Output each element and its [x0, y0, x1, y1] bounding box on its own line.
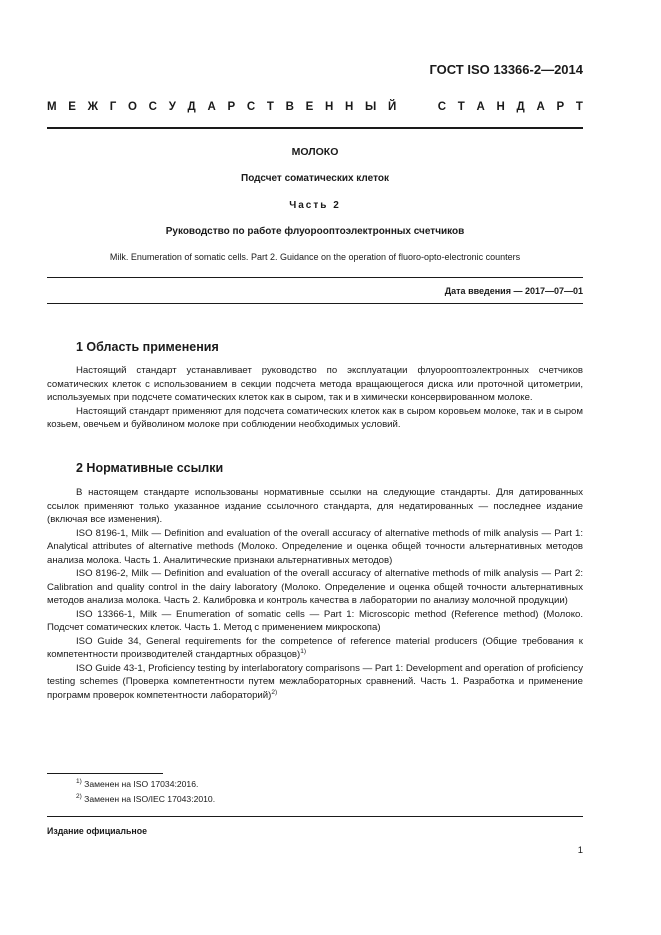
footnote-rule: [47, 773, 163, 774]
title-subtitle: Подсчет соматических клеток: [241, 173, 389, 184]
page-number: 1: [577, 845, 583, 856]
interstate-letter: С: [246, 101, 256, 113]
header-rule: [47, 127, 583, 129]
interstate-letter: Е: [68, 101, 76, 113]
section-1-heading: 1 Область применения: [76, 340, 219, 354]
interstate-letter: Й: [387, 101, 397, 113]
interstate-letter: С: [437, 101, 447, 113]
section-2-heading: 2 Нормативные ссылки: [76, 461, 224, 475]
introduction-date: Дата введения — 2017—07—01: [444, 286, 583, 296]
interstate-letter: Г: [109, 101, 117, 113]
footnote-1-mark: 1): [76, 778, 82, 786]
section-1-body: [47, 364, 583, 432]
interstate-letter: М: [47, 101, 57, 113]
intro-date-rule: [47, 303, 583, 304]
interstate-letter: Н: [496, 101, 505, 113]
interstate-letter: Т: [457, 101, 465, 113]
interstate-letter: Ы: [365, 101, 377, 113]
footnote-2: [76, 794, 215, 804]
title-main: МОЛОКО: [291, 146, 339, 158]
footnote-2-mark: 2): [76, 793, 82, 801]
section-2-paragraph-1: В настоящем стандарте использованы нормативные ссылки на следующие стандарты. Для датированных ссылок применяют только указанное издание ссылочного стандарта, для недатированных — последнее издание (включая все изменения).: [47, 487, 583, 525]
interstate-letter: С: [148, 101, 157, 113]
interstate-letter: Е: [305, 101, 314, 113]
interstate-letter: Т: [266, 101, 274, 113]
official-edition-label: Издание официальное: [47, 826, 147, 836]
interstate-letter: Д: [187, 101, 196, 113]
interstate-letter: А: [207, 101, 216, 113]
reference-iso-8196-2: ISO 8196-2, Milk — Definition and evaluation of the overall accuracy of alternative methods of milk analysis — Part 2: Calibration and quality control in the dairy laboratory (Молоко. Определение и оценка общей точности альтернативных методов анализа молока. Часть 2. Калибровка и контроль качества в лаборатории по анализу молочной продукции): [47, 568, 583, 606]
title-rule: [47, 277, 583, 278]
interstate-standard-banner: [47, 101, 583, 113]
footer-rule: [47, 816, 583, 817]
reference-iso-guide-34-text: ISO Guide 34, General requirements for the competence of reference material producers (Общие требования к компетентности производителей стандартных образцов): [47, 635, 583, 660]
interstate-letter: [408, 101, 411, 113]
section-1-paragraph-1: Настоящий стандарт устанавливает руководство по эксплуатации флуорооптоэлектронных счетчиков соматических клеток с использованием в секции подсчета метода вращающегося диска или проточной цитометрии, используемых при подсчете соматических клеток как в сыром, так и в химически консервированном молоке.: [47, 365, 583, 403]
footnote-marker-2: 2): [271, 688, 278, 696]
footnote-1-text: Заменен на ISO 17034:2016.: [84, 779, 199, 789]
interstate-letter: В: [285, 101, 294, 113]
section-1-paragraph-2: Настоящий стандарт применяют для подсчета соматических клеток как в сыром коровьем молоке, так и в сыром козьем, овечьем и буйволином молоке при соблюдении необходимых условий.: [47, 405, 583, 430]
interstate-letter: Т: [575, 101, 583, 113]
reference-iso-guide-43-1: [47, 662, 583, 703]
interstate-letter: Н: [324, 101, 334, 113]
footnote-2-text: Заменен на ISO/IEC 17043:2010.: [84, 794, 216, 804]
interstate-letter: У: [168, 101, 176, 113]
section-2-body: [47, 486, 583, 702]
reference-iso-13366-1: ISO 13366-1, Milk — Enumeration of somatic cells — Part 1: Microscopic method (Reference method) (Молоко. Подсчет соматических клеток. Часть 1. Метод с применением микроскопа): [47, 608, 583, 633]
interstate-letter: О: [128, 101, 137, 113]
reference-iso-guide-43-1-text: ISO Guide 43-1, Proficiency testing by interlaboratory comparisons — Part 1: Development and operation of proficiency testing schemes (Проверка компетентности путем межлабораторных сравнений. Часть 1. Разработка и применение программ проверок компетентности лабораторий): [47, 662, 583, 701]
interstate-letter: А: [536, 101, 545, 113]
interstate-letter: Н: [345, 101, 354, 113]
interstate-letter: А: [476, 101, 485, 113]
interstate-letter: Р: [556, 101, 565, 113]
footnote-marker-1: 1): [300, 647, 306, 655]
interstate-letter: Р: [227, 101, 236, 113]
interstate-letter: Ж: [87, 101, 99, 113]
document-code: ГОСТ ISO 13366-2—2014: [429, 62, 583, 77]
interstate-letter: Д: [516, 101, 525, 113]
title-subtitle-2: Руководство по работе флуорооптоэлектронных счетчиков: [165, 226, 465, 237]
interstate-letter: [423, 101, 426, 113]
reference-iso-8196-1: ISO 8196-1, Milk — Definition and evaluation of the overall accuracy of alternative methods of milk analysis — Part 1: Analytical attributes of alternative methods (Молоко. Определение и оценка общей точности альтернативных методов анализа молока. Часть 1. Аналитические признаки альтернативных методов): [47, 527, 583, 566]
reference-iso-guide-34: [47, 635, 583, 662]
title-english: Milk. Enumeration of somatic cells. Part 2. Guidance on the operation of fluoro-opto-electronic counters: [109, 252, 521, 262]
footnote-1: [76, 779, 198, 789]
title-part: Часть 2: [289, 200, 341, 211]
